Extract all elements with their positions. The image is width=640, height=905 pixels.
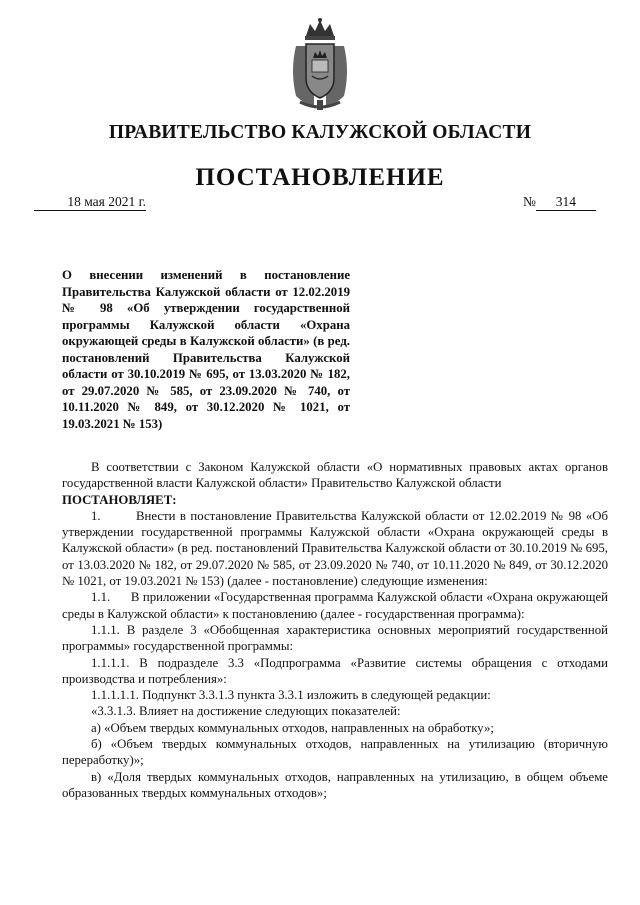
- preamble-paragraph: В соответствии с Законом Калужской области «О нормативных правовых актах органов государственной власти Калужской области» Правительство Калужской области: [62, 460, 608, 491]
- coat-of-arms-emblem: [284, 16, 356, 112]
- indicator-b: б) «Объем твердых коммунальных отходов, направленных на утилизацию (вторичную переработку)»;: [62, 737, 608, 768]
- decree-number: [523, 193, 596, 211]
- clause-1: 1. Внести в постановление Правительства Калужской области от 12.02.2019 № 98 «Об утверждении государственной программы Калужской области «Охрана окружающей среды в Калужской области» (в ред. постановлений Правительства Калужской области от 30.10.2019 № 695, от 13.03.2020 № 182, от 29.07.2020 № 585, от 23.09.2020 № 740, от 10.11.2020 № 849, от 30.12.2020 № 1021, от 19.03.2021 № 153) (далее - постановление) следующие изменения:: [62, 508, 608, 589]
- clause-1-1: 1.1. В приложении «Государственная программа Калужской области «Охрана окружающей среды в Калужской области» к постановлению (далее - государственная программа):: [62, 590, 608, 621]
- decree-subject: О внесении изменений в постановление Правительства Калужской области от 12.02.2019 № 98 «Об утверждении государственной программы Калужской области «Охрана окружающей среды в Калужской области» (в ред. постановлений Правительства Калужской области от 30.10.2019 № 695, от 13.03.2020 № 182, от 29.07.2020 № 585, от 23.09.2020 № 740, от 10.11.2020 № 849, от 30.12.2020 № 1021, от 19.03.2021 № 153): [62, 268, 350, 431]
- clause-1-1-1: 1.1.1. В разделе 3 «Обобщенная характеристика основных мероприятий государственной программы» государственной программы:: [62, 622, 608, 654]
- resolves-heading: ПОСТАНОВЛЯЕТ:: [62, 492, 177, 507]
- document-type-title: ПОСТАНОВЛЕНИЕ: [195, 164, 445, 191]
- subclause-3-3-1-3: «3.3.1.3. Влияет на достижение следующих показателей:: [91, 704, 401, 719]
- government-name: ПРАВИТЕЛЬСТВО КАЛУЖСКОЙ ОБЛАСТИ: [108, 122, 532, 143]
- decree-date: 18 мая 2021 г.: [34, 193, 146, 211]
- number-value: 314: [536, 193, 596, 211]
- decree-body: [62, 459, 608, 801]
- clause-1-1-1-1-1: 1.1.1.1.1. Подпункт 3.3.1.3 пункта 3.3.1 изложить в следующей редакции:: [91, 688, 491, 703]
- indicator-a: а) «Объем твердых коммунальных отходов, направленных на обработку»;: [91, 720, 494, 735]
- indicator-v: в) «Доля твердых коммунальных отходов, направленных на утилизацию, в общем объеме образованных твердых коммунальных отходов»;: [62, 769, 608, 800]
- clause-1-1-1-1: 1.1.1.1. В подразделе 3.3 «Подпрограмма «Развитие системы обращения с отходами производства и потребления»:: [62, 655, 608, 686]
- number-label: №: [523, 194, 536, 209]
